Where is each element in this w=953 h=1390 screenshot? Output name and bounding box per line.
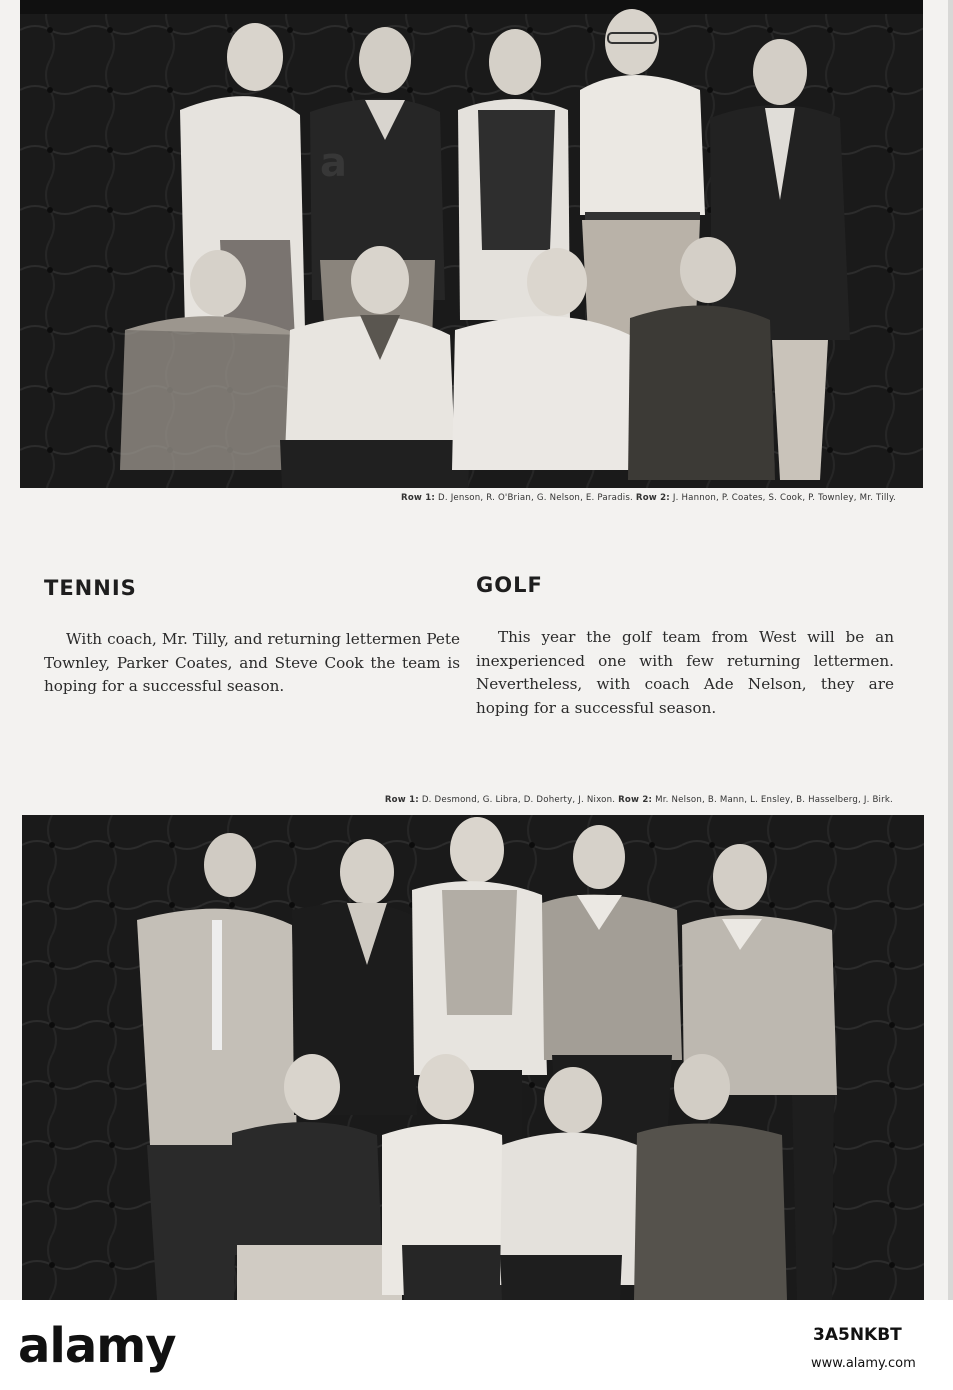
tennis-photo-caption (401, 493, 896, 503)
tennis-caption-row2-label: Row 2: (635, 493, 670, 503)
tennis-caption-row1-names: D. Jenson, R. O'Brian, G. Nelson, E. Paradis. (438, 493, 633, 503)
golf-photo-caption (385, 795, 893, 805)
golf-caption-row1-label: Row 1: (384, 795, 419, 805)
golf-heading: GOLF (476, 573, 543, 597)
image-id: 3A5NKBT (813, 1325, 902, 1345)
tennis-caption-row2-names: J. Hannon, P. Coates, S. Cook, P. Townley, Mr. Tilly. (672, 493, 896, 503)
banner-url: www.alamy.com (811, 1356, 916, 1371)
golf-caption-row1-names: D. Desmond, G. Libra, D. Doherty, J. Nixon. (421, 795, 616, 805)
tennis-team-photo-image (20, 0, 923, 488)
tennis-caption-row1-label: Row 1: (401, 493, 436, 503)
tennis-paragraph: With coach, Mr. Tilly, and returning lettermen Pete Townley, Parker Coates, and Steve Cook the team is hoping for a successful season. (44, 630, 460, 695)
page-edge (948, 0, 953, 1300)
golf-caption-row2-names: Mr. Nelson, B. Mann, L. Ensley, B. Hasselberg, J. Birk. (655, 795, 893, 805)
tennis-heading: TENNIS (44, 576, 137, 600)
golf-caption-row2-label: Row 2: (618, 795, 653, 805)
golf-paragraph: This year the golf team from West will be an inexperienced one with few returning lettermen. Nevertheless, with coach Ade Nelson, they are hoping for a successful season. (476, 628, 894, 717)
alamy-logo: alamy (18, 1318, 176, 1374)
golf-team-photo (22, 815, 924, 1300)
golf-team-photo-image (22, 815, 924, 1300)
tennis-team-photo (20, 0, 923, 488)
